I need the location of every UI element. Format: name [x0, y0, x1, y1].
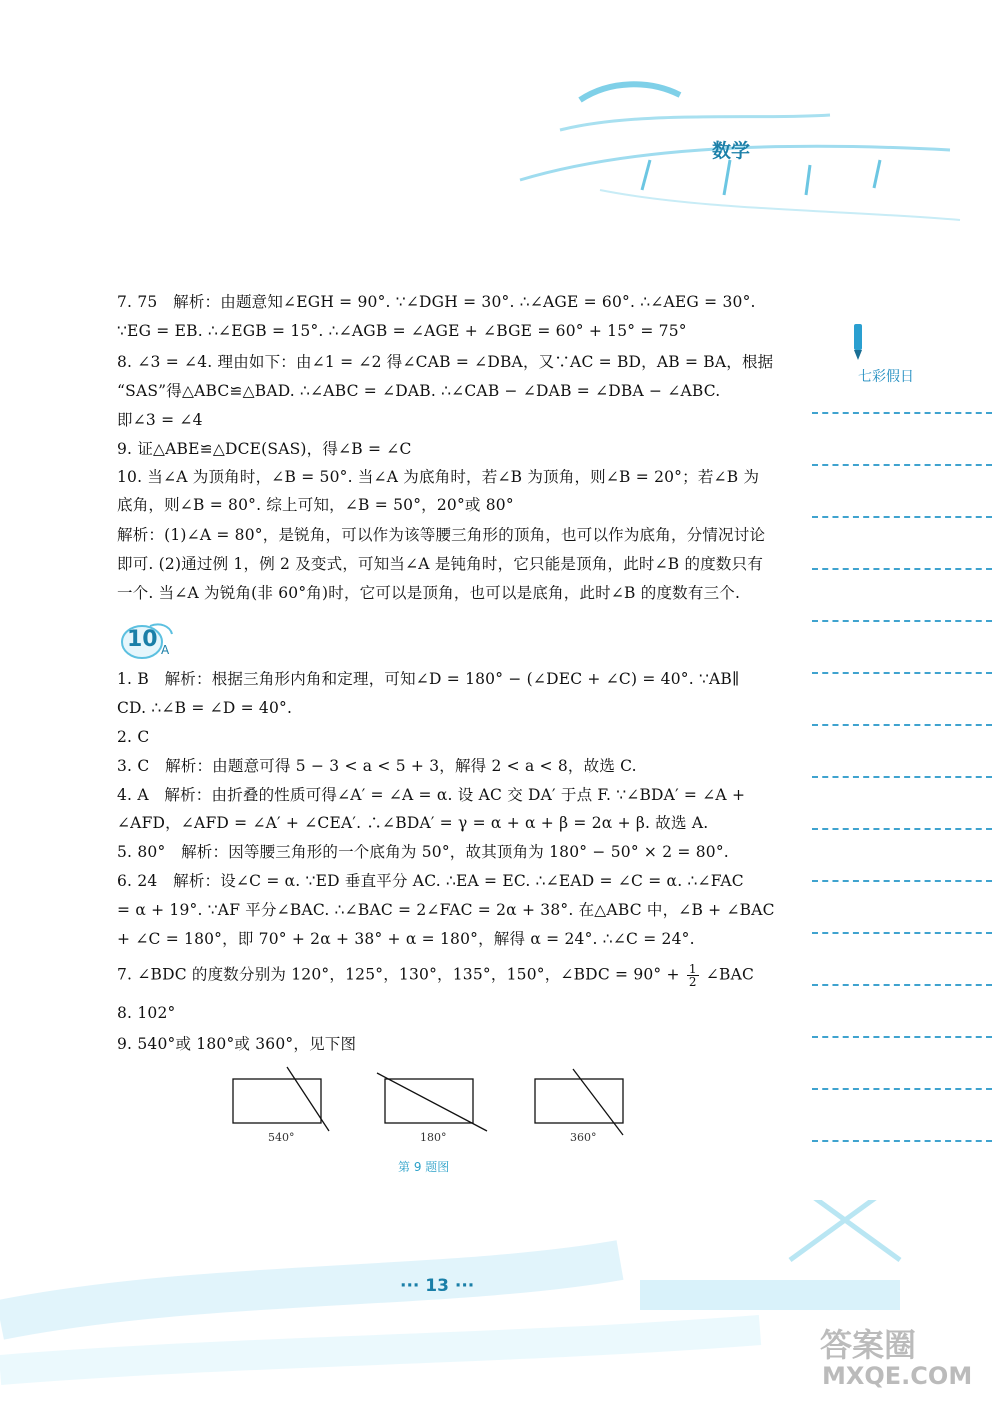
answer-text: ∠BAC — [705, 965, 755, 984]
answer-line: = α + 19°. ∵AF 平分∠BAC. ∴∠BAC = 2∠FAC = 2α + 38°. 在△ABC 中，∠B + ∠BAC — [117, 901, 775, 919]
fraction-numerator: 1 — [688, 962, 697, 976]
note-line — [812, 776, 992, 778]
note-line — [812, 412, 992, 414]
note-line — [812, 724, 992, 726]
page-number: ··· 13 ··· — [400, 1276, 475, 1296]
section-letter: A — [161, 643, 170, 657]
note-line — [812, 880, 992, 882]
answer-line: ∠AFD，∠AFD = ∠A′ + ∠CEA′. ∴∠BDA′ = γ = α + α + β = 2α + β. 故选 A. — [117, 814, 709, 832]
cut-line-2 — [377, 1073, 487, 1131]
note-line — [812, 1088, 992, 1090]
note-line — [812, 828, 992, 830]
note-line — [812, 672, 992, 674]
note-line — [812, 932, 992, 934]
note-line — [812, 620, 992, 622]
rectangle-3 — [535, 1079, 623, 1123]
figure-label-360: 360° — [570, 1131, 597, 1144]
sidebar-title: 七彩假日 — [858, 369, 914, 385]
answer-line: 8. ∠3 = ∠4. 理由如下：由∠1 = ∠2 得∠CAB = ∠DBA，又∵AC = BD，AB = BA，根据 — [117, 353, 774, 371]
answer-line: 一个. 当∠A 为锐角(非 60°角)时，它可以是顶角，也可以是底角，此时∠B 的度数有三个. — [117, 584, 741, 602]
rectangle-1 — [233, 1079, 321, 1123]
note-line — [812, 464, 992, 466]
cut-line-1 — [287, 1067, 329, 1131]
pencil-icon — [846, 322, 870, 362]
answer-line: 3. C 解析：由题意可得 5 − 3 < a < 5 + 3，解得 2 < a < 8，故选 C. — [117, 757, 637, 775]
figure-label-180: 180° — [420, 1131, 447, 1144]
note-line — [812, 984, 992, 986]
note-line — [812, 516, 992, 518]
answer-line: 7. 75 解析：由题意知∠EGH = 90°. ∵∠DGH = 30°. ∴∠AGE = 60°. ∴∠AEG = 30°. — [117, 293, 756, 311]
answer-line: 5. 80° 解析：因等腰三角形的一个底角为 50°，故其顶角为 180° − 50° × 2 = 80°. — [117, 843, 729, 861]
answer-line: 9. 证△ABE≌△DCE(SAS)，得∠B = ∠C — [117, 440, 412, 458]
answer-line: “SAS”得△ABC≌△BAD. ∴∠ABC = ∠DAB. ∴∠CAB − ∠DAB = ∠DBA − ∠ABC. — [117, 382, 721, 400]
subject-title: 数学 — [712, 140, 751, 162]
fraction-denominator: 2 — [688, 975, 697, 989]
answer-line: 即可. (2)通过例 1，例 2 及变式，可知当∠A 是钝角时，它只能是顶角，此时∠B 的度数只有 — [117, 555, 764, 573]
answer-line: 8. 102° — [117, 1004, 176, 1022]
section-number: 10 — [127, 627, 158, 652]
answer-line: 9. 540°或 180°或 360°，见下图 — [117, 1035, 357, 1053]
answer-line: + ∠C = 180°，即 70° + 2α + 38° + α = 180°，解得 α = 24°. ∴∠C = 24°. — [117, 930, 695, 948]
answer-line: CD. ∴∠B = ∠D = 40°. — [117, 699, 293, 717]
answer-line: 4. A 解析：由折叠的性质可得∠A′ = ∠A = α. 设 AC 交 DA′ 于点 F. ∵∠BDA′ = ∠A + — [117, 786, 746, 804]
watermark-logo: 答案圈 — [820, 1326, 917, 1364]
note-line — [812, 1036, 992, 1038]
answer-line: 2. C — [117, 728, 150, 746]
figure-label-540: 540° — [268, 1131, 295, 1144]
answer-line: ∵EG = EB. ∴∠EGB = 15°. ∴∠AGB = ∠AGE + ∠BGE = 60° + 15° = 75° — [117, 322, 687, 340]
fraction-one-half — [687, 963, 699, 988]
watermark-url: MXQE.COM — [822, 1362, 973, 1390]
figure-caption: 第 9 题图 — [398, 1160, 450, 1174]
answer-line: 解析：(1)∠A = 80°，是锐角，可以作为该等腰三角形的顶角，也可以作为底角，分情况讨论 — [117, 526, 766, 544]
answer-text: 7. ∠BDC 的度数分别为 120°，125°，130°，135°，150°，∠BDC = 90° + — [117, 965, 680, 984]
answer-line: 6. 24 解析：设∠C = α. ∵ED 垂直平分 AC. ∴EA = EC. ∴∠EAD = ∠C = α. ∴∠FAC — [117, 872, 744, 890]
answer-line: 即∠3 = ∠4 — [117, 411, 203, 429]
answer-line — [117, 963, 757, 988]
note-line — [812, 1140, 992, 1142]
answer-line: 底角，则∠B = 80°. 综上可知，∠B = 50°，20°或 80° — [117, 496, 514, 514]
answer-line: 1. B 解析：根据三角形内角和定理，可知∠D = 180° − (∠DEC + ∠C) = 40°. ∵AB∥ — [117, 670, 740, 688]
answer-line: 10. 当∠A 为顶角时，∠B = 50°. 当∠A 为底角时，若∠B 为顶角，则∠B = 20°；若∠B 为 — [117, 468, 760, 486]
note-line — [812, 568, 992, 570]
